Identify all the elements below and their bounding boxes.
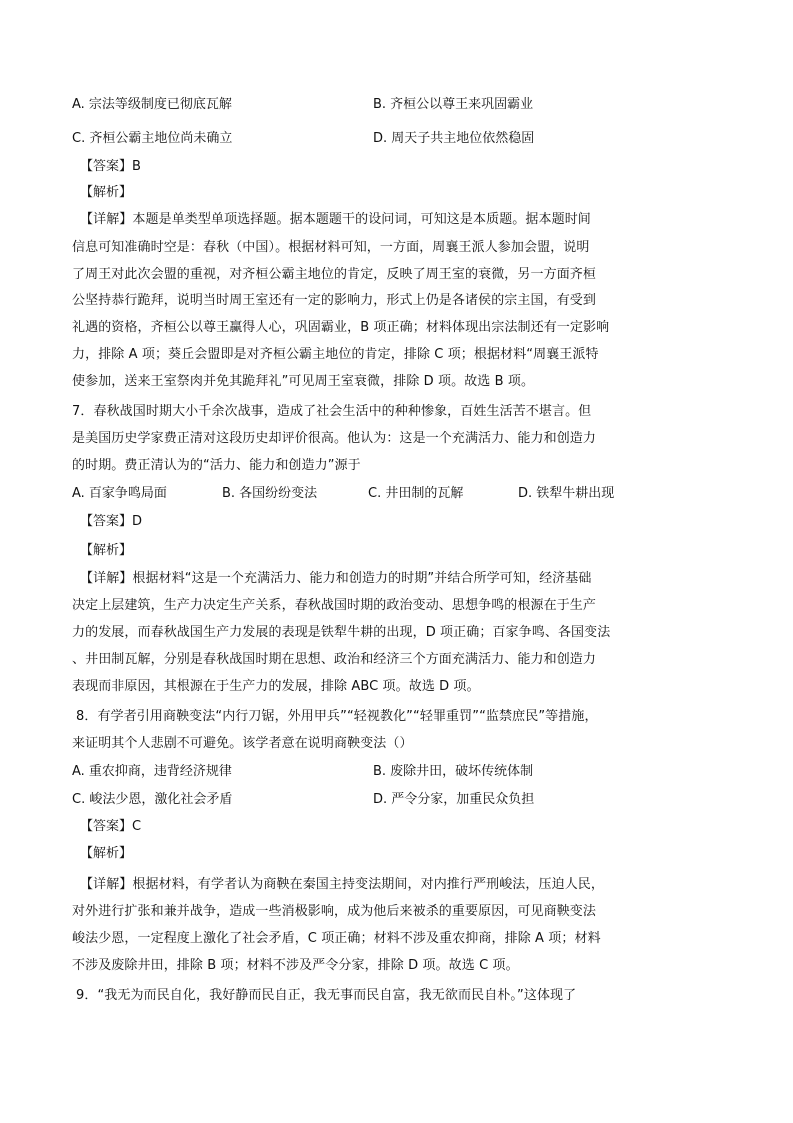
q6-detail-line: 力，排除 A 项；葵丘会盟即是对齐桓公霸主地位的肯定，排除 C 项；根据材料“周襄王派特 [72, 347, 599, 362]
q6-option-d: D. 周天子共主地位依然稳固 [373, 131, 535, 146]
q7-stem-line: 7．春秋战国时期大小千余次战事，造成了社会生活中的种种惨象，百姓生活苦不堪言。但 [72, 404, 592, 419]
q7-stem-line: 的时期。费正清认为的“活力、能力和创造力”源于 [72, 458, 361, 473]
q6-answer: 【答案】B [80, 159, 141, 174]
q7-answer: 【答案】D [80, 514, 143, 529]
q6-option-b: B. 齐桓公以尊王来巩固霸业 [373, 97, 534, 112]
q7-option-a: A. 百家争鸣局面 [72, 486, 167, 501]
q7-detail-line: 决定上层建筑，生产力决定生产关系，春秋战国时期的政治变动、思想争鸣的根源在于生产 [72, 598, 597, 613]
q7-detail-line: 力的发展，而春秋战国生产力发展的表现是铁犁牛耕的出现，D 项正确；百家争鸣、各国变法 [72, 625, 611, 640]
q6-option-c: C. 齐桓公霸主地位尚未确立 [72, 131, 233, 146]
q9-stem-line: 9．“我无为而民自化，我好静而民自正，我无事而民自富，我无欲而民自朴。”这体现了 [76, 988, 577, 1003]
q7-option-c: C. 井田制的瓦解 [368, 486, 464, 501]
q8-option-a: A. 重农抑商，违背经济规律 [72, 764, 232, 779]
q6-detail-line: 公坚持恭行跪拜，说明当时周王室还有一定的影响力，形式上仍是各诸侯的宗主国，有受到 [72, 293, 597, 308]
q7-detail-line: 、井田制瓦解，分别是春秋战国时期在思想、政治和经济三个方面充满活力、能力和创造力 [72, 652, 597, 667]
q8-answer: 【答案】C [80, 819, 142, 834]
q6-detail-line: 了周王对此次会盟的重视，对齐桓公霸主地位的肯定，反映了周王室的衰微，另一方面齐桓 [72, 267, 597, 282]
q8-detail-line: 峻法少恩，一定程度上激化了社会矛盾，C 项正确；材料不涉及重农抑商，排除 A 项；材料 [72, 931, 601, 946]
q6-option-a: A. 宗法等级制度已彻底瓦解 [72, 97, 232, 112]
q6-detail-line: 使参加，送来王室祭肉并免其跪拜礼”可见周王室衰微，排除 D 项。故选 B 项。 [72, 374, 535, 389]
q7-analysis-label: 【解析】 [80, 543, 133, 558]
q7-option-d: D. 铁犁牛耕出现 [518, 486, 615, 501]
q8-stem-line: 来证明其个人悲剧不可避免。该学者意在说明商鞅变法（） [72, 736, 413, 751]
q8-detail-line: 不涉及废除井田，排除 B 项；材料不涉及严令分家，排除 D 项。故选 C 项。 [72, 958, 519, 973]
q8-analysis-label: 【解析】 [80, 846, 133, 861]
q6-detail-line: 【详解】本题是单类型单项选择题。据本题题干的设问词，可知这是本质题。据本题时间 [80, 212, 591, 227]
q7-option-b: B. 各国纷纷变法 [222, 486, 318, 501]
q8-detail-line: 对外进行扩张和兼并战争，造成一些消极影响，成为他后来被杀的重要原因，可见商鞅变法 [72, 904, 597, 919]
q6-detail-line: 礼遇的资格，齐桓公以尊王赢得人心，巩固霸业，B 项正确；材料体现出宗法制还有一定影响 [72, 320, 610, 335]
q7-detail-line: 【详解】根据材料“这是一个充满活力、能力和创造力的时期”并结合所学可知，经济基础 [80, 571, 592, 586]
q7-detail-line: 表现而非原因，其根源在于生产力的发展，排除 ABC 项。故选 D 项。 [72, 679, 480, 694]
q8-option-b: B. 废除井田，破坏传统体制 [373, 764, 534, 779]
q7-stem-line: 是美国历史学家费正清对这段历史却评价很高。他认为：这是一个充满活力、能力和创造力 [72, 431, 597, 446]
q6-analysis-label: 【解析】 [80, 185, 133, 200]
q8-detail-line: 【详解】根据材料，有学者认为商鞅在秦国主持变法期间，对内推行严刑峻法，压迫人民， [80, 877, 605, 892]
q8-stem-line: 8．有学者引用商鞅变法“内行刀锯，外用甲兵”“轻视教化”“轻罪重罚”“监禁庶民”等措施， [76, 709, 598, 724]
q8-option-d: D. 严令分家，加重民众负担 [373, 792, 535, 807]
q6-detail-line: 信息可知准确时空是：春秋（中国）。根据材料可知，一方面，周襄王派人参加会盟，说明 [72, 240, 590, 255]
q8-option-c: C. 峻法少恩，激化社会矛盾 [72, 792, 233, 807]
